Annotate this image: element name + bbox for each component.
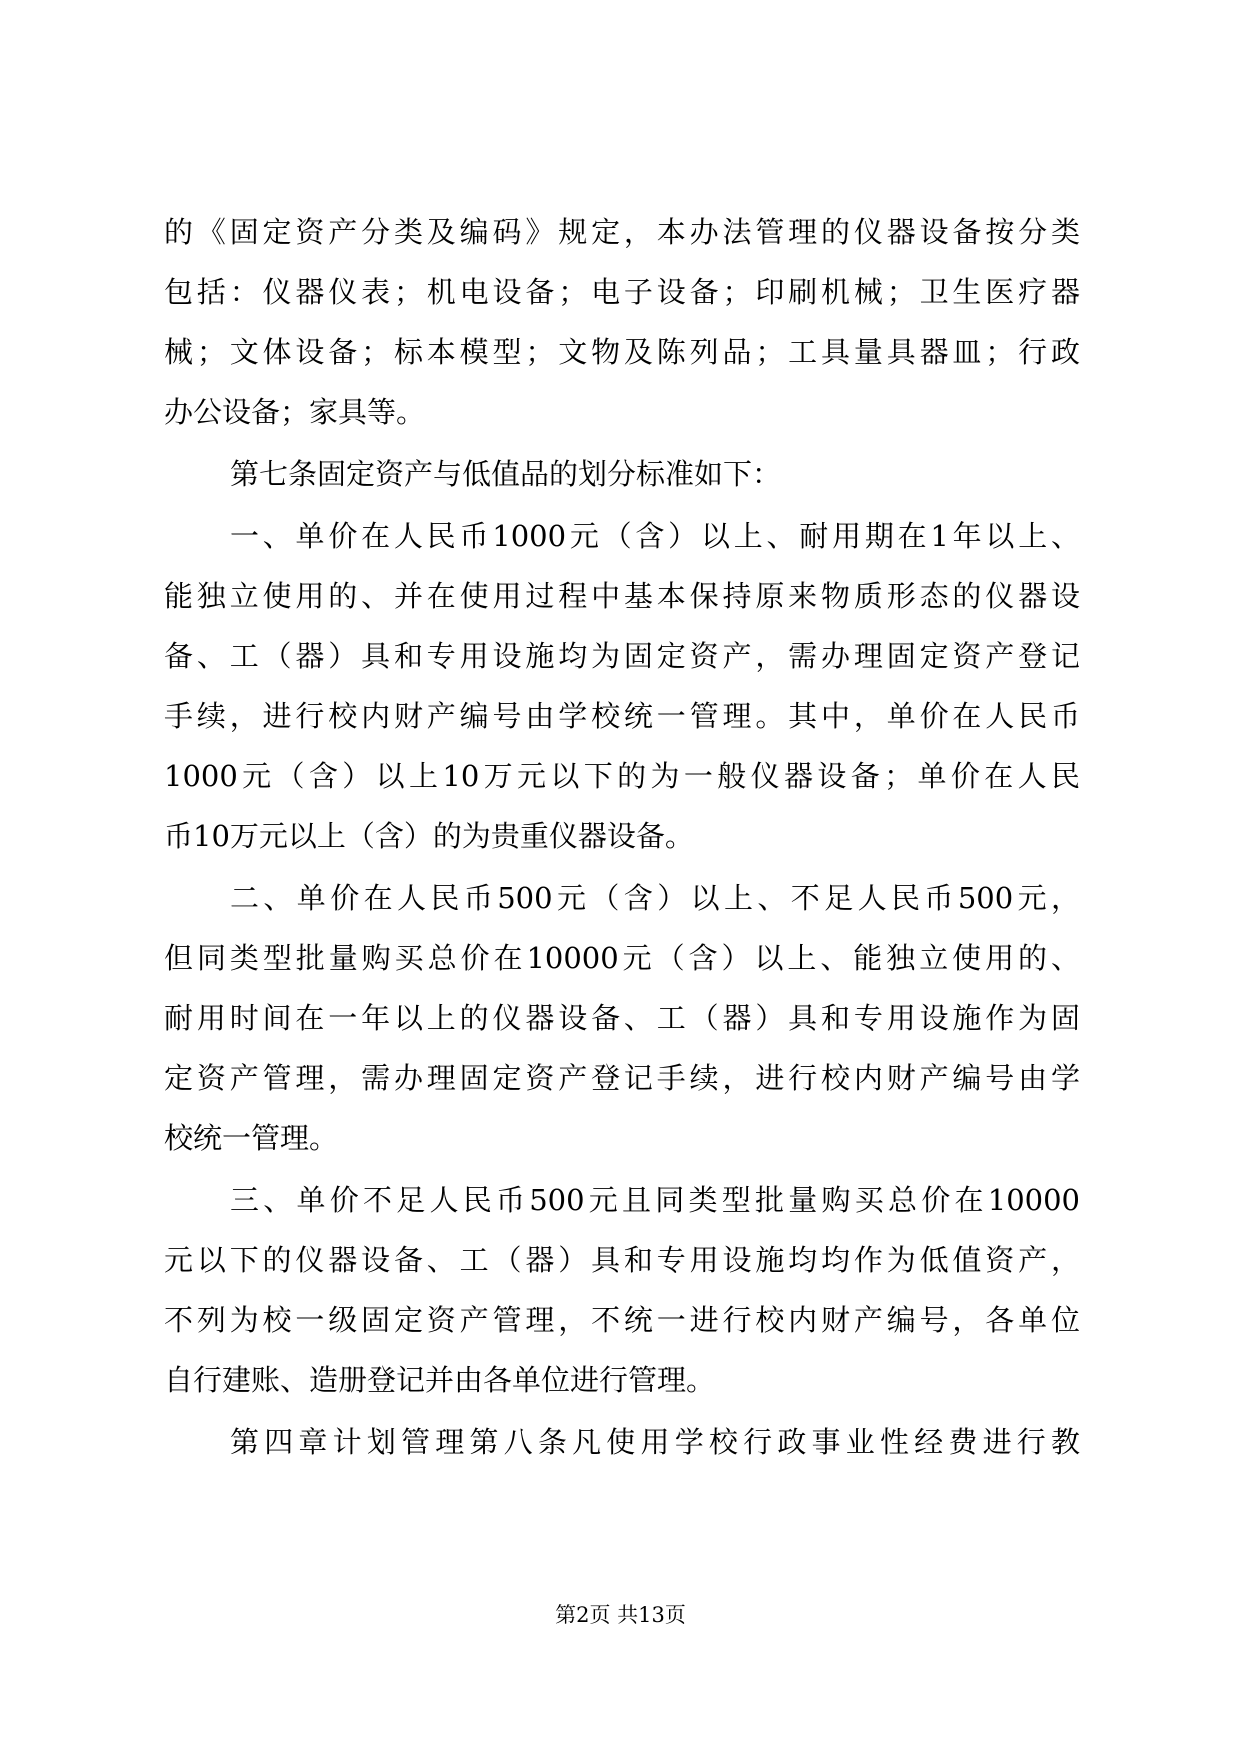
text-line: 械；文体设备；标本模型；文物及陈列品；工具量具器皿；行政	[164, 335, 1080, 369]
paragraph-heading: 第七条固定资产与低值品的划分标准如下：	[230, 457, 782, 491]
text-line: 三、单价不足人民币500元且同类型批量购买总价在10000	[230, 1183, 1080, 1217]
text-line: 1000元（含）以上10万元以下的为一般仪器设备；单价在人民	[164, 759, 1080, 793]
text-line: 二、单价在人民币500元（含）以上、不足人民币500元，	[230, 881, 1080, 915]
text-line: 包括：仪器仪表；机电设备；电子设备；印刷机械；卫生医疗器	[164, 275, 1080, 309]
text-line: 但同类型批量购买总价在10000元（含）以上、能独立使用的、	[164, 941, 1080, 975]
text-line: 元以下的仪器设备、工（器）具和专用设施均均作为低值资产，	[164, 1243, 1080, 1277]
text-line: 币10万元以上（含）的为贵重仪器设备。	[164, 819, 694, 853]
text-line: 自行建账、造册登记并由各单位进行管理。	[164, 1363, 716, 1397]
text-line: 定资产管理，需办理固定资产登记手续，进行校内财产编号由学	[164, 1061, 1080, 1095]
text-line: 不列为校一级固定资产管理，不统一进行校内财产编号，各单位	[164, 1303, 1080, 1337]
text-line: 能独立使用的、并在使用过程中基本保持原来物质形态的仪器设	[164, 579, 1080, 613]
text-line: 第四章计划管理第八条凡使用学校行政事业性经费进行教	[230, 1425, 1080, 1459]
text-line: 手续，进行校内财产编号由学校统一管理。其中，单价在人民币	[164, 699, 1080, 733]
text-line: 备、工（器）具和专用设施均为固定资产，需办理固定资产登记	[164, 639, 1080, 673]
text-line: 办公设备；家具等。	[164, 395, 426, 429]
text-line: 的《固定资产分类及编码》规定，本办法管理的仪器设备按分类	[164, 215, 1080, 249]
page-footer: 第2页 共13页	[555, 1603, 686, 1627]
text-line: 校统一管理。	[164, 1121, 339, 1155]
text-line: 耐用时间在一年以上的仪器设备、工（器）具和专用设施作为固	[164, 1001, 1080, 1035]
text-line: 一、单价在人民币1000元（含）以上、耐用期在1年以上、	[230, 519, 1080, 553]
